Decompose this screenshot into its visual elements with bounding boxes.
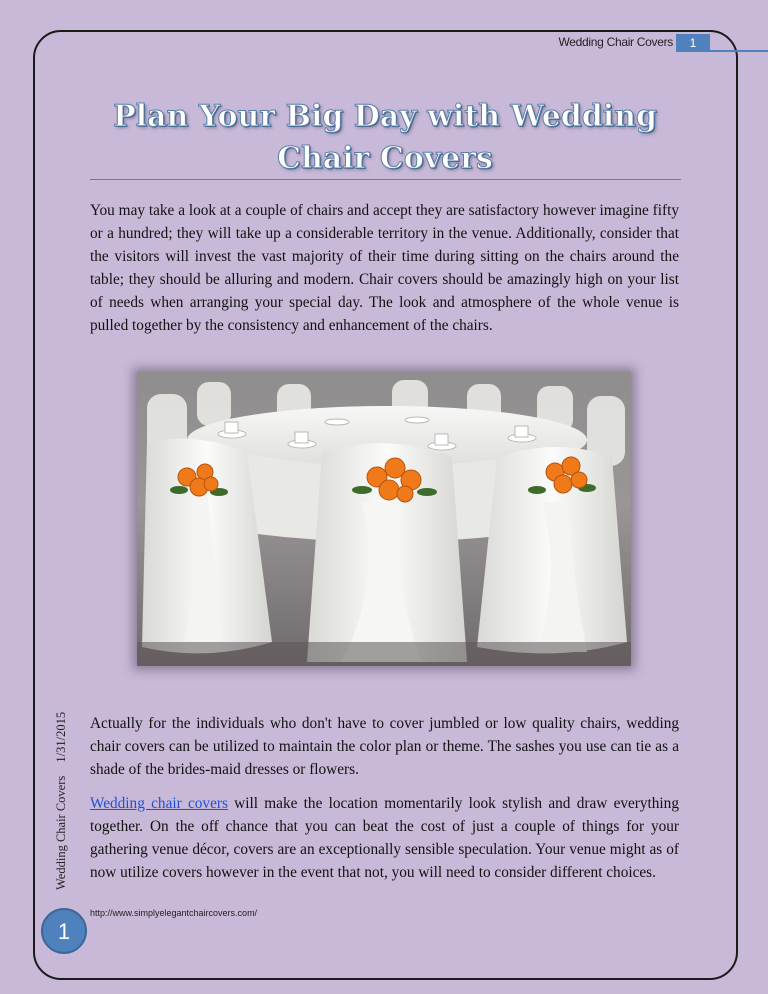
header-running-title: Wedding Chair Covers — [558, 35, 673, 49]
third-paragraph-text: will make the location momentarily look stylish and draw everything together. On the off chance that you can beat the cost of just a couple of things for your gathering venue décor, covers are an exceptionally sensible speculation. Your venue might as of now utilize covers however in the event that not, you will need to consider different choices. — [90, 795, 679, 881]
sidebar-vertical-text — [54, 702, 69, 890]
sidebar-doc-title: Wedding Chair Covers — [54, 775, 68, 890]
title-divider — [90, 179, 681, 180]
source-url[interactable]: http://www.simplyelegantchaircovers.com/ — [90, 908, 258, 918]
page-number-badge: 1 — [41, 908, 87, 954]
second-paragraph: Actually for the individuals who don't have to cover jumbled or low quality chairs, wedding chair covers can be utilized to maintain the color plan or theme. The sashes you use can tie as a shade of the brides-maid dresses or flowers. — [90, 715, 679, 778]
wedding-chairs-photo — [137, 372, 631, 666]
page-title: Plan Your Big Day with Wedding Chair Covers — [113, 99, 657, 176]
wedding-chair-covers-link[interactable]: Wedding chair covers — [90, 795, 228, 812]
header-page-number: 1 — [676, 34, 710, 52]
header-rule — [710, 50, 768, 52]
intro-paragraph: You may take a look at a couple of chairs and accept they are satisfactory however imagine fifty or a hundred; they will take up a considerable territory in the venue. Additionally, consider that the visitors will invest the vast majority of their time during sitting on the chairs around the table; they should be alluring and modern. Chair covers should be amazingly high on your list of needs when arranging your special day. The look and atmosphere of the whole venue is pulled together by the consistency and enhancement of the chairs. — [90, 202, 679, 334]
third-paragraph — [90, 792, 679, 884]
sidebar-date: 1/31/2015 — [54, 711, 68, 763]
